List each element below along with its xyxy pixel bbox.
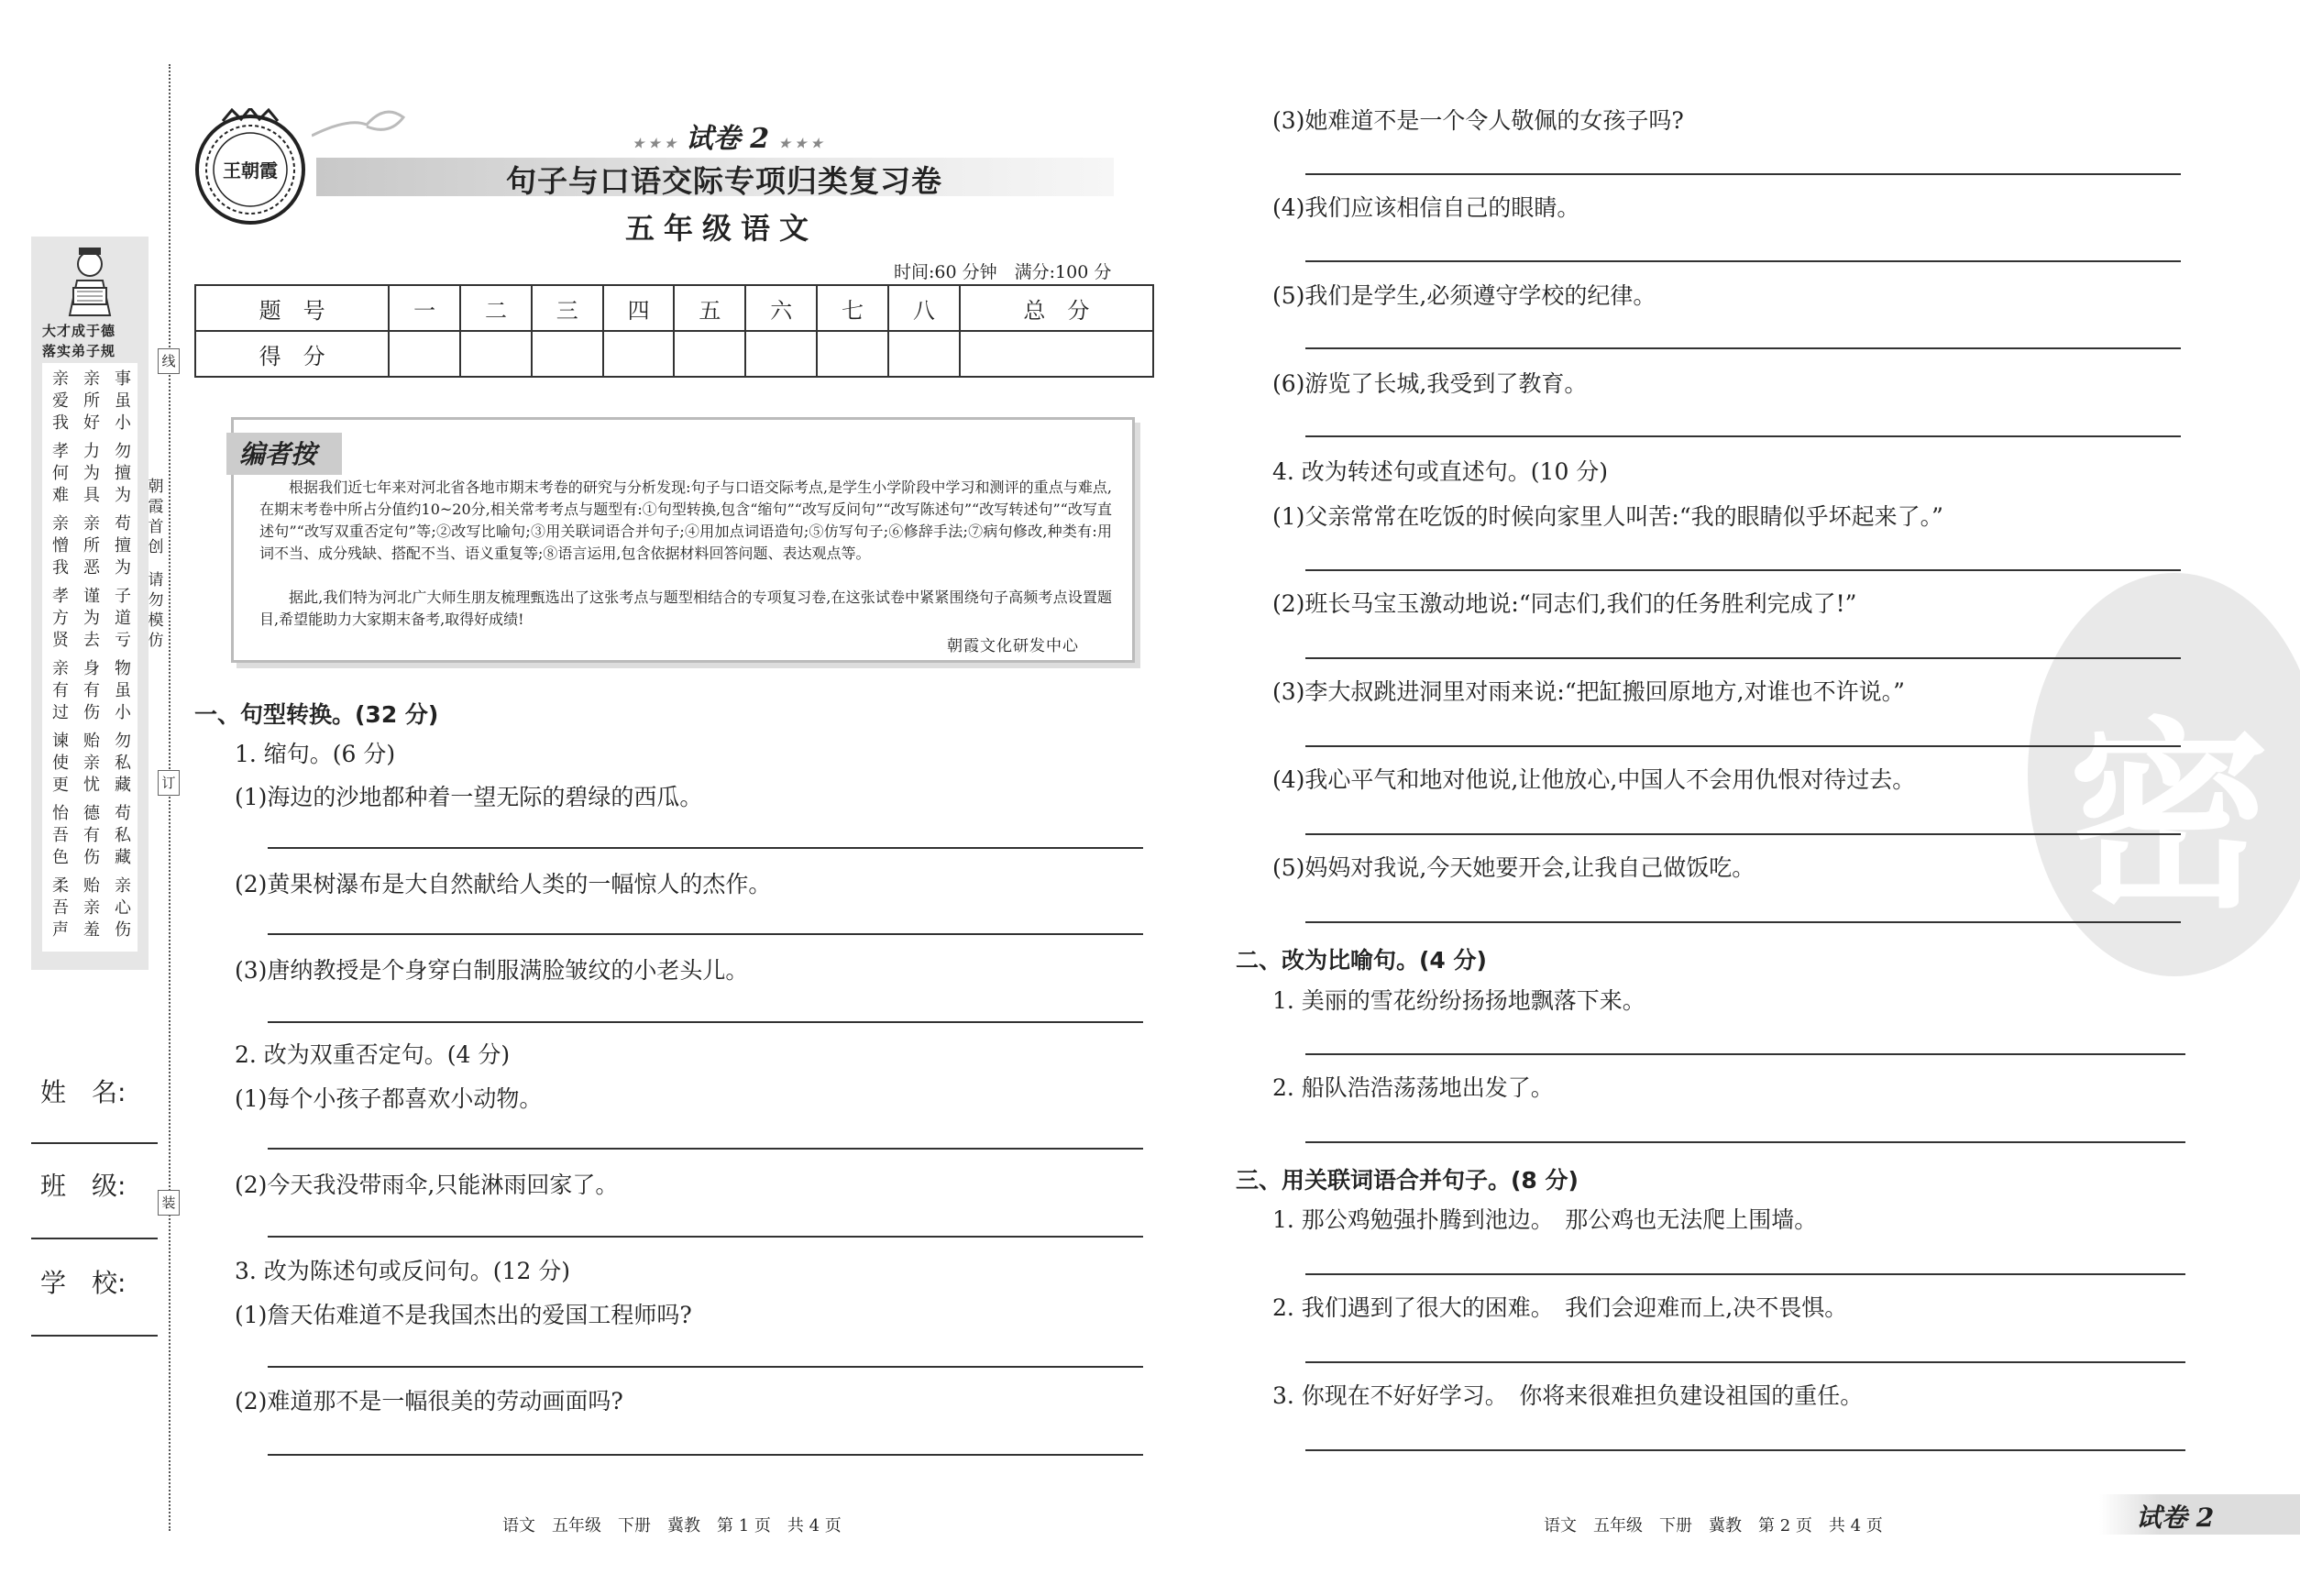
verse-column: 身有伤 — [83, 659, 100, 722]
editor-note-body: 根据我们近七年来对河北省各地市期末考卷的研究与分析发现:句子与口语交际考点,是学生小学阶段中学习和测评的重点与难点,在期末考卷中所占分值约10~20分,相关常考考点与题型有:①句型转换,包含“缩句”“改写反问句”“改写陈述句”“改写转述句”“改写直述句”“改写双重否定句”等;②改写比喻句;③用关联词语合并句子;④用加点词语造句;⑤仿写句子;⑥修辞手法;⑦病句修改,种类有:用词不当、成分残缺、搭配不当、语义重复等;⑧语言运用,包含依据材料回答问题、表达观点等。 — [259, 479, 1112, 562]
verse-column: 贻亲羞 — [83, 876, 100, 940]
score-header-cell: 一 — [389, 285, 460, 331]
q1-item-2: (2)黄果树瀑布是大自然献给人类的一幅惊人的杰作。 — [235, 871, 772, 897]
answer-line[interactable] — [1305, 745, 2181, 747]
score-cell[interactable] — [960, 331, 1153, 377]
answer-line[interactable] — [1305, 833, 2181, 835]
verse-column: 谏使更 — [52, 732, 69, 795]
answer-line[interactable] — [1305, 1361, 2185, 1363]
score-cell[interactable] — [603, 331, 675, 377]
answer-line[interactable] — [1305, 347, 2181, 349]
binding-dotted-line — [169, 64, 171, 1531]
time-info: 时间:60 分钟 满分:100 分 — [894, 262, 1112, 282]
cut-mark-staple: 装 — [158, 1190, 180, 1216]
class-field[interactable] — [31, 1238, 158, 1239]
q3-item-5: (5)我们是学生,必须遵守学校的纪律。 — [1272, 282, 1656, 309]
score-cell[interactable] — [817, 331, 888, 377]
verse-column: 孝方贤 — [52, 587, 69, 650]
editor-note-badge: 编者按 — [226, 433, 342, 475]
score-table — [194, 284, 1154, 378]
score-cell[interactable] — [532, 331, 603, 377]
verse-column: 亲爱我 — [52, 369, 69, 433]
sidebar-motto-1: 大才成于德 — [42, 323, 116, 339]
paper-label — [633, 116, 822, 156]
section-3-title: 三、用关联词语合并句子。(8 分) — [1236, 1167, 1579, 1194]
name-field[interactable] — [31, 1142, 158, 1144]
q2-item-1: (1)每个小孩子都喜欢小动物。 — [235, 1085, 543, 1112]
watermark-text: 密 — [2068, 698, 2271, 935]
verse-column: 德有伤 — [83, 804, 100, 867]
logo-badge — [191, 108, 310, 227]
scholar-figure — [53, 244, 127, 317]
verse-column: 亲所恶 — [83, 514, 100, 578]
school-field[interactable] — [31, 1335, 158, 1337]
verse-column: 苟擅为 — [115, 514, 131, 578]
verse-column: 力为具 — [83, 442, 100, 505]
answer-line[interactable] — [1305, 569, 2181, 571]
score-header-cell: 六 — [745, 285, 817, 331]
score-label: 得 分 — [195, 331, 389, 377]
s3-item-3: 3. 你现在不好好学习。 你将来很难担负建设祖国的重任。 — [1272, 1382, 1864, 1409]
score-cell[interactable] — [460, 331, 532, 377]
verse-column: 谨为去 — [83, 587, 100, 650]
q4-title: 4. 改为转述句或直述句。(10 分) — [1272, 458, 1609, 485]
score-header-cell: 三 — [532, 285, 603, 331]
q3-title: 3. 改为陈述句或反问句。(12 分) — [235, 1258, 571, 1284]
q4-item-5: (5)妈妈对我说,今天她要开会,让我自己做饭吃。 — [1272, 854, 1755, 881]
paper-label-text: 试卷 2 — [685, 123, 770, 155]
q1-item-1: (1)海边的沙地都种着一望无际的碧绿的西瓜。 — [235, 784, 703, 810]
cut-mark-line: 线 — [158, 348, 180, 374]
vertical-note-2: 请勿模仿 — [148, 571, 164, 650]
q4-item-4: (4)我心平气和地对他说,让他放心,中国人不会用仇恨对待过去。 — [1272, 766, 1916, 793]
q3-item-3: (3)她难道不是一个令人敬佩的女孩子吗? — [1272, 107, 1684, 134]
verse-column: 柔吾声 — [52, 876, 69, 940]
cut-mark-bind: 订 — [158, 770, 180, 796]
q4-item-3: (3)李大叔跳进洞里对雨来说:“把缸搬回原地方,对谁也不许说。” — [1272, 678, 1905, 705]
verse-box — [42, 363, 138, 952]
school-label: 学 校: — [40, 1268, 127, 1298]
answer-line[interactable] — [268, 1021, 1143, 1023]
answer-line[interactable] — [268, 1366, 1143, 1368]
q2-item-2: (2)今天我没带雨伞,只能淋雨回家了。 — [235, 1172, 619, 1198]
star-icon: ★ ★ ★ — [778, 137, 823, 151]
class-label: 班 级: — [40, 1171, 127, 1201]
watermark-seal — [2028, 573, 2300, 976]
s3-item-2: 2. 我们遇到了很大的困难。 我们会迎难而上,决不畏惧。 — [1272, 1294, 1848, 1321]
q1-item-3: (3)唐纳教授是个身穿白制服满脸皱纹的小老头儿。 — [235, 957, 749, 984]
verse-column: 勿私藏 — [115, 732, 131, 795]
answer-line[interactable] — [1305, 1273, 2185, 1275]
answer-line[interactable] — [1305, 260, 2181, 262]
score-cell[interactable] — [745, 331, 817, 377]
corner-label: 试卷 2 — [2136, 1502, 2215, 1533]
q3-item-1: (1)詹天佑难道不是我国杰出的爱国工程师吗? — [235, 1302, 692, 1328]
verse-column: 苟私藏 — [115, 804, 131, 867]
verse-column: 孝何难 — [52, 442, 69, 505]
verse-column: 贻亲忧 — [83, 732, 100, 795]
q1-title: 1. 缩句。(6 分) — [235, 741, 396, 767]
page-subtitle: 五年级语文 — [625, 211, 819, 246]
s2-item-1: 1. 美丽的雪花纷纷扬扬地飘落下来。 — [1272, 987, 1645, 1014]
score-value-row — [195, 331, 1153, 377]
score-header-cell: 四 — [603, 285, 675, 331]
answer-line[interactable] — [1305, 1053, 2185, 1055]
sidebar-motto-2: 落实弟子规 — [42, 343, 116, 359]
score-header-cell: 七 — [817, 285, 888, 331]
ribbon-decoration — [312, 99, 413, 158]
score-header-cell: 八 — [888, 285, 960, 331]
answer-line[interactable] — [1305, 173, 2181, 175]
section-2-title: 二、改为比喻句。(4 分) — [1236, 947, 1487, 974]
answer-line[interactable] — [1305, 1449, 2185, 1451]
s3-item-1: 1. 那公鸡勉强扑腾到池边。 那公鸡也无法爬上围墙。 — [1272, 1206, 1818, 1233]
answer-line[interactable] — [1305, 657, 2181, 659]
verse-column: 亲心伤 — [115, 876, 131, 940]
answer-line[interactable] — [268, 847, 1143, 849]
q2-title: 2. 改为双重否定句。(4 分) — [235, 1041, 511, 1068]
logo-text: 王朝霞 — [223, 160, 278, 182]
answer-line[interactable] — [1305, 1141, 2185, 1143]
score-header-cell: 五 — [674, 285, 745, 331]
editor-note-box — [231, 417, 1135, 663]
verse-column: 物虽小 — [115, 659, 131, 722]
page-title: 句子与口语交际专项归类复习卷 — [506, 163, 942, 199]
score-header-cell: 总 分 — [960, 285, 1153, 331]
verse-column: 子道亏 — [115, 587, 131, 650]
vertical-note-1: 朝霞首创 — [148, 478, 164, 556]
left-footer: 语文 五年级 下册 冀教 第 1 页 共 4 页 — [502, 1516, 842, 1535]
editor-note-body2: 据此,我们特为河北广大师生朋友梳理甄选出了这张考点与题型相结合的专项复习卷,在这张试卷中紧紧围绕句子高频考点设置题目,希望能助力大家期末备考,取得好成绩! — [259, 589, 1112, 628]
score-header-cell: 二 — [460, 285, 532, 331]
answer-line[interactable] — [1305, 921, 2181, 923]
q3-item-2: (2)难道那不是一幅很美的劳动画面吗? — [235, 1388, 623, 1414]
editor-note-signature: 朝霞文化研发中心 — [947, 637, 1079, 655]
verse-column: 怡吾色 — [52, 804, 69, 867]
answer-line[interactable] — [268, 1454, 1143, 1456]
star-icon: ★ ★ ★ — [633, 137, 677, 151]
answer-line[interactable] — [268, 1148, 1143, 1150]
verse-column: 勿擅为 — [115, 442, 131, 505]
q4-item-2: (2)班长马宝玉激动地说:“同志们,我们的任务胜利完成了!” — [1272, 590, 1857, 617]
verse-column: 亲所好 — [83, 369, 100, 433]
score-cell[interactable] — [389, 331, 460, 377]
score-header-label: 题 号 — [195, 285, 389, 331]
sidebar-panel — [31, 237, 149, 970]
q4-item-1: (1)父亲常常在吃饭的时候向家里人叫苦:“我的眼睛似乎坏起来了。” — [1272, 503, 1943, 530]
answer-line[interactable] — [268, 1236, 1143, 1238]
q3-item-6: (6)游览了长城,我受到了教育。 — [1272, 370, 1588, 397]
verse-column: 亲有过 — [52, 659, 69, 722]
answer-line[interactable] — [1305, 435, 2181, 437]
right-footer: 语文 五年级 下册 冀教 第 2 页 共 4 页 — [1544, 1516, 1883, 1535]
score-header-row — [195, 285, 1153, 331]
section-1-title: 一、句型转换。(32 分) — [194, 701, 439, 728]
corner-tab — [2099, 1494, 2300, 1535]
q3-item-4: (4)我们应该相信自己的眼睛。 — [1272, 194, 1580, 221]
verse-column: 事虽小 — [115, 369, 131, 433]
s2-item-2: 2. 船队浩浩荡荡地出发了。 — [1272, 1074, 1554, 1101]
verse-column: 亲憎我 — [52, 514, 69, 578]
answer-line[interactable] — [268, 933, 1143, 935]
name-label: 姓 名: — [40, 1077, 127, 1107]
score-cell[interactable] — [888, 331, 960, 377]
score-cell[interactable] — [674, 331, 745, 377]
